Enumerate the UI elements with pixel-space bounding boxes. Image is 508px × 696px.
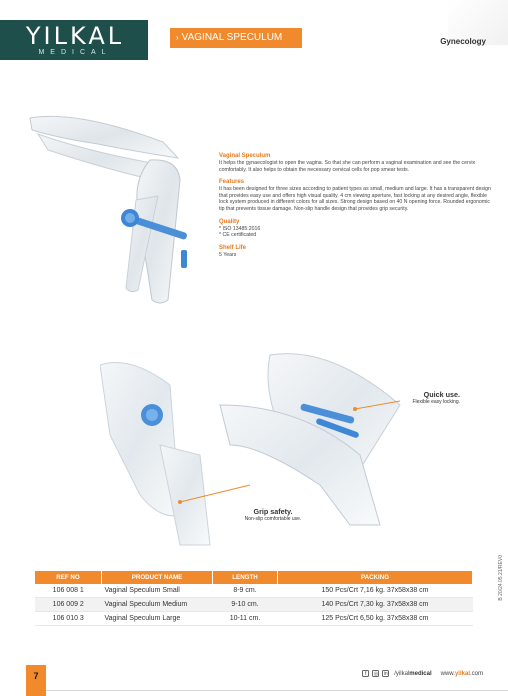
table-cell: 106 009 2 xyxy=(35,598,102,612)
list-item: * CE certificated xyxy=(219,232,257,239)
handle-prefix: /yilkal xyxy=(394,670,410,677)
product-spec-table xyxy=(35,571,473,626)
section-text: It has been designed for three sizes according to patient types as small, medium and large. It has a transparent design that provides easy use and offers high visual quality. 4 cm viewing aperture, fast locking at any desired angle, flexible lock system produced in different colors for all sizes. Strong design based on 40 N opening force. Rounded ergonomic tip that prevents tissue damage. Non-slip handle design that provides grip security. xyxy=(219,186,491,212)
column-header: REF NO xyxy=(35,571,102,584)
table-cell: 9-10 cm. xyxy=(213,598,278,612)
speculum-image xyxy=(18,100,208,310)
section-heading: Features xyxy=(219,179,245,186)
callout-title: Grip safety. xyxy=(253,507,293,516)
arrow-right-icon: › xyxy=(176,33,179,42)
instagram-icon[interactable]: ◎ xyxy=(373,671,378,677)
column-header: LENGTH xyxy=(213,571,278,584)
social-handle[interactable] xyxy=(394,671,431,677)
table-cell: 125 Pcs/Crt 6,50 kg. 37x58x38 cm xyxy=(278,612,473,626)
web-suffix: .com xyxy=(469,670,483,677)
product-title: VAGINAL SPECULUM xyxy=(181,32,283,43)
table-cell: 140 Pcs/Crt 7,30 kg. 37x58x38 cm xyxy=(278,598,473,612)
document-code: B 20/24.05.21/REV0 xyxy=(498,555,504,601)
table-cell: Vaginal Speculum Large xyxy=(102,612,213,626)
table-cell: 8-9 cm. xyxy=(213,584,278,598)
table-cell: Vaginal Speculum Medium xyxy=(102,598,213,612)
category-label: Gynecology xyxy=(440,37,486,46)
facebook-icon[interactable]: f xyxy=(362,670,369,677)
footer-divider xyxy=(46,690,508,691)
web-bold: yilkal xyxy=(454,670,470,677)
speculum-closeup-image xyxy=(100,345,420,560)
product-title-bar xyxy=(170,28,302,48)
section-heading: Shelf Life xyxy=(219,244,247,251)
callout-title: Quick use. xyxy=(423,390,460,399)
social-links xyxy=(362,670,483,677)
list-item: * ISO 13485:2016 xyxy=(219,225,261,232)
table-cell: Vaginal Speculum Small xyxy=(102,584,213,598)
column-header: PACKING xyxy=(278,571,473,584)
table-cell: 150 Pcs/Crt 7,16 kg. 37x58x38 cm xyxy=(278,584,473,598)
table-cell: 10-11 cm. xyxy=(213,612,278,626)
quick-use-callout xyxy=(380,390,460,405)
callout-text: Flexible easy locking. xyxy=(412,399,460,405)
brand-name: YILKAL xyxy=(25,22,125,50)
product-description xyxy=(219,152,491,263)
section-heading: Quality xyxy=(219,218,240,225)
page-number: 7 xyxy=(26,665,46,696)
table-cell: 106 008 1 xyxy=(35,584,102,598)
linkedin-icon[interactable]: in xyxy=(383,671,388,677)
table-row xyxy=(35,584,473,598)
quality-list xyxy=(219,226,491,239)
table-row xyxy=(35,612,473,626)
website-link[interactable] xyxy=(441,671,483,677)
web-prefix: www. xyxy=(440,670,455,677)
brand-logo xyxy=(0,20,148,60)
section-text: It helps the gynaecologist to open the vagina. So that she can perform a vaginal examination and see the cervix comfortably. It also helps to obtain the necessary cervical cells for pop smear tests. xyxy=(219,160,476,173)
table-header-row xyxy=(35,571,473,584)
handle-bold: medical xyxy=(409,670,432,677)
table-row xyxy=(35,598,473,612)
callout-text: Non-slip comfortable use. xyxy=(244,516,302,522)
section-text: 5 Years xyxy=(219,251,237,258)
section-heading: Vaginal Speculum xyxy=(219,153,271,159)
column-header: PRODUCT NAME xyxy=(102,571,213,584)
table-cell: 106 010 3 xyxy=(35,612,102,626)
grip-safety-callout xyxy=(228,507,318,522)
brand-sub: MEDICAL xyxy=(38,49,112,56)
